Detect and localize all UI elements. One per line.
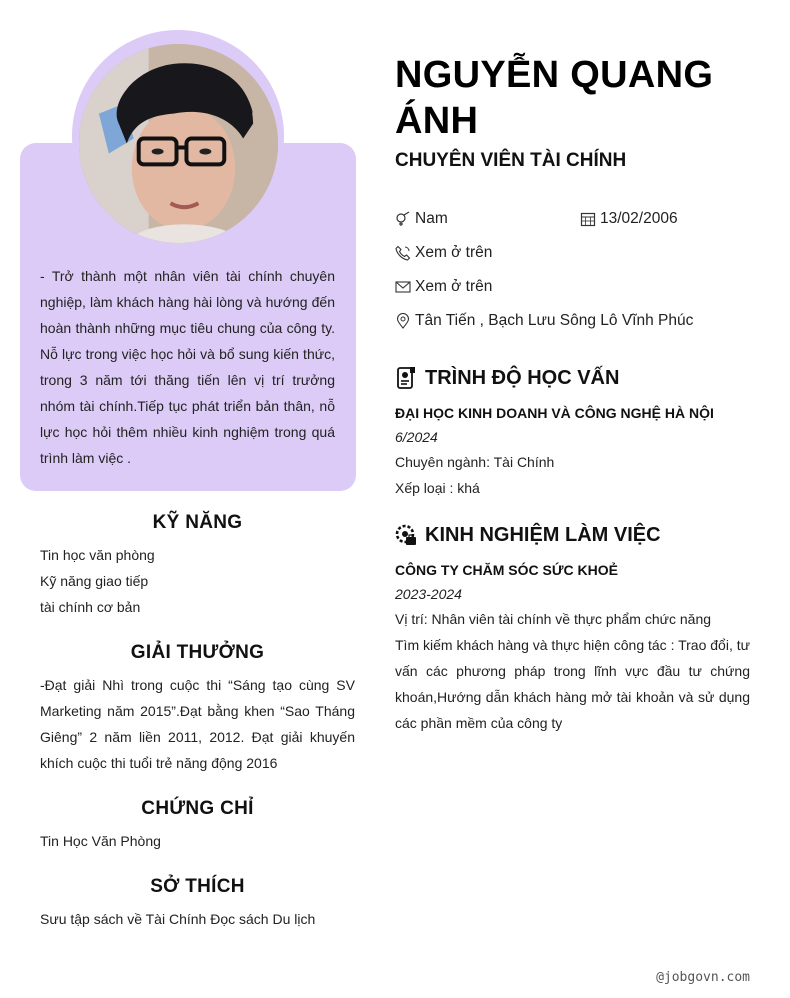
- experience-heading-row: [395, 523, 661, 547]
- mail-icon: [395, 279, 411, 295]
- gender-value: Nam: [415, 210, 448, 227]
- experience-description: Tìm kiếm khách hàng và thực hiện công tác : Trao đổi, tư vấn các phương pháp trong lĩnh vực đầu tư chứng khoán,Hướng dẫn khách hàng mở tài khoản và sử dụng các phần mềm của công ty: [395, 637, 750, 731]
- education-major: Chuyên ngành: Tài Chính: [395, 454, 555, 470]
- skills-list: [40, 542, 355, 620]
- career-objective: - Trở thành một nhân viên tài chính chuyên nghiệp, làm khách hàng hài lòng và hướng đến hoàn thành những mục tiêu chung của công ty. Nỗ lực trong việc học hỏi và bổ sung kiến thức, trong 3 năm tới thăng tiến lên vị trí trưởng nhóm tài chính.Tiếp tục phát triển bản thân, nỗ lực học hỏi thêm nhiều kinh nghiệm trong quá trình làm việc .: [40, 268, 335, 466]
- phone-row: [395, 244, 492, 262]
- skill-item: tài chính cơ bản: [40, 599, 141, 615]
- full-name: NGUYỄN QUANG ÁNH: [395, 54, 714, 142]
- certificates-heading: CHỨNG CHỈ: [141, 798, 254, 819]
- education-grade: Xếp loại : khá: [395, 480, 480, 496]
- hobbies-heading: SỞ THÍCH: [150, 876, 245, 897]
- company-name: CÔNG TY CHĂM SÓC SỨC KHOẺ: [395, 562, 618, 578]
- certificates-text: Tin Học Văn Phòng: [40, 833, 161, 849]
- awards-text: -Đạt giải Nhì trong cuộc thi “Sáng tạo cùng SV Marketing năm 2015”.Đạt bằng khen “Sao Tháng Giêng” 2 năm liền 2011, 2012. Đạt giải khuyến khích cuộc thi tuổi trẻ năng động 2016: [40, 677, 355, 771]
- experience-block: [395, 557, 750, 736]
- hobbies-text: Sưu tập sách về Tài Chính Đọc sách Du lịch: [40, 911, 316, 927]
- education-date: 6/2024: [395, 429, 438, 445]
- watermark: @jobgovn.com: [656, 970, 750, 985]
- education-heading-row: [395, 366, 619, 390]
- skills-heading: KỸ NĂNG: [152, 512, 243, 533]
- skill-item: Tin học văn phòng: [40, 547, 155, 563]
- address-value: Tân Tiến , Bạch Lưu Sông Lô Vĩnh Phúc: [415, 312, 694, 329]
- hobbies-section: [40, 876, 355, 932]
- email-value: Xem ở trên: [415, 278, 493, 295]
- phone-icon: [395, 245, 411, 261]
- gender-icon: [395, 211, 411, 227]
- education-icon: [395, 366, 417, 390]
- location-pin-icon: [395, 313, 411, 329]
- email-row: [395, 278, 492, 296]
- calendar-icon: [580, 211, 596, 227]
- address-row: [395, 312, 693, 330]
- certificates-section: [40, 798, 355, 854]
- avatar-image: [79, 44, 278, 243]
- experience-position: Vị trí: Nhân viên tài chính về thực phẩm chức năng: [395, 611, 712, 627]
- birthday-row: [580, 210, 678, 228]
- school-name: ĐẠI HỌC KINH DOANH VÀ CÔNG NGHỆ HÀ NỘI: [395, 405, 714, 421]
- birthday-value: 13/02/2006: [600, 210, 678, 227]
- skills-section: [40, 512, 355, 620]
- awards-heading: GIẢI THƯỞNG: [130, 642, 265, 663]
- skill-item: Kỹ năng giao tiếp: [40, 573, 149, 589]
- education-heading: TRÌNH ĐỘ HỌC VẤN: [425, 366, 620, 389]
- job-title: CHUYÊN VIÊN TÀI CHÍNH: [395, 150, 627, 171]
- gender-row: [395, 210, 448, 228]
- briefcase-gear-icon: [395, 523, 417, 547]
- education-block: [395, 400, 750, 501]
- experience-date: 2023-2024: [395, 586, 462, 602]
- awards-section: [40, 642, 355, 776]
- experience-heading: KINH NGHIỆM LÀM VIỆC: [425, 523, 661, 546]
- avatar: [79, 44, 278, 243]
- phone-value: Xem ở trên: [415, 244, 493, 261]
